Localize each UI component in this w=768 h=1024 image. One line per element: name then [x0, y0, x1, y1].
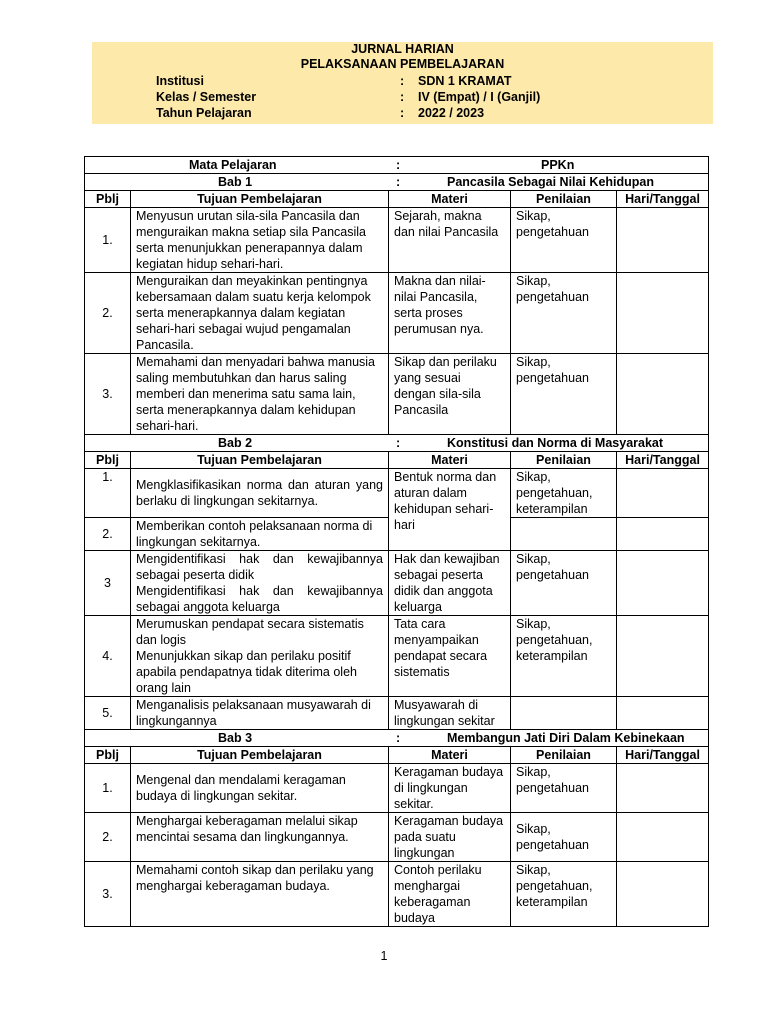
col-header-hari: Hari/Tanggal [617, 747, 709, 764]
row-number: 1. [85, 764, 131, 813]
field-label-institusi: Institusi [156, 74, 204, 88]
row-penilaian: Sikap, pengetahuan [511, 273, 617, 354]
col-header-penilaian: Penilaian [511, 747, 617, 764]
document-header [92, 42, 713, 124]
field-label-tahun: Tahun Pelajaran [156, 106, 252, 120]
column-header-row [85, 191, 709, 208]
table-row [85, 764, 709, 813]
table-row [85, 208, 709, 273]
subject-label: Mata Pelajaran [189, 158, 277, 172]
col-header-pblj: Pblj [85, 191, 131, 208]
col-header-hari: Hari/Tanggal [617, 452, 709, 469]
row-hari-tanggal [617, 862, 709, 927]
row-tujuan: Mengenal dan mendalami keragaman budaya di lingkungan sekitar. [131, 764, 389, 813]
col-header-tujuan: Tujuan Pembelajaran [131, 191, 389, 208]
field-colon: : [400, 74, 405, 88]
table-row [85, 469, 709, 518]
page-number: 1 [380, 949, 388, 963]
row-materi: Tata cara menyampaikan pendapat secara sistematis [389, 616, 511, 697]
row-number: 2. [85, 813, 131, 862]
row-tujuan: Mengklasifikasikan norma dan aturan yang berlaku di lingkungan sekitarnya. [131, 469, 389, 518]
document-subtitle: PELAKSANAAN PEMBELAJARAN [300, 57, 505, 71]
row-number: 1. [85, 469, 131, 518]
field-colon: : [400, 90, 405, 104]
row-hari-tanggal [617, 354, 709, 435]
row-tujuan: Menghargai keberagaman melalui sikap mencintai sesama dan lingkungannya. [131, 813, 389, 862]
table-row [85, 551, 709, 616]
table-row [85, 697, 709, 730]
row-tujuan: Menguraikan dan meyakinkan pentingnya kebersamaan dalam suatu kerja kelompok serta menerapkannya dalam kegiatan sehari-hari sebagai wujud pengamalan Pancasila. [131, 273, 389, 354]
field-label-kelas: Kelas / Semester [156, 90, 257, 104]
col-header-pblj: Pblj [85, 452, 131, 469]
row-tujuan: Menyusun urutan sila-sila Pancasila dan menguraikan makna setiap sila Pancasila serta menunjukkan penerapannya dalam kegiatan hidup sehari-hari. [131, 208, 389, 273]
col-header-penilaian: Penilaian [511, 191, 617, 208]
row-tujuan: Menganalisis pelaksanaan musyawarah di lingkungannya [131, 697, 389, 730]
bab-colon: : [396, 175, 401, 189]
row-penilaian: Sikap, pengetahuan [511, 551, 617, 616]
row-hari-tanggal [617, 697, 709, 730]
row-penilaian: Sikap, pengetahuan, keterampilan [511, 616, 617, 697]
row-hari-tanggal [617, 551, 709, 616]
row-number: 2. [85, 273, 131, 354]
col-header-materi: Materi [389, 747, 511, 764]
row-materi: Hak dan kewajiban sebagai peserta didik dan anggota keluarga [389, 551, 511, 616]
field-value-tahun: 2022 / 2023 [418, 106, 485, 120]
table-row [85, 273, 709, 354]
table-row [85, 354, 709, 435]
row-penilaian: Sikap, pengetahuan [511, 764, 617, 813]
table-row [85, 616, 709, 697]
row-tujuan: Memahami dan menyadari bahwa manusia saling membutuhkan dan harus saling memberi dan menerima satu sama lain, serta menerapkannya dalam kehidupan sehari-hari. [131, 354, 389, 435]
subject-row [85, 157, 709, 174]
row-materi: Makna dan nilai-nilai Pancasila, serta proses perumusan nya. [389, 273, 511, 354]
bab-title: Membangun Jati Diri Dalam Kebinekaan [447, 731, 685, 745]
col-header-tujuan: Tujuan Pembelajaran [131, 747, 389, 764]
row-number: 3. [85, 862, 131, 927]
subject-value: PPKn [541, 158, 575, 172]
bab-colon: : [396, 436, 401, 450]
field-colon: : [400, 106, 405, 120]
bab-label: Bab 3 [218, 731, 253, 745]
row-materi: Bentuk norma dan aturan dalam kehidupan sehari-hari [389, 469, 511, 551]
bab-title: Konstitusi dan Norma di Masyarakat [447, 436, 664, 450]
bab-row [85, 435, 709, 452]
subject-colon: : [396, 158, 401, 172]
row-hari-tanggal [617, 616, 709, 697]
col-header-hari: Hari/Tanggal [617, 191, 709, 208]
column-header-row [85, 747, 709, 764]
row-materi: Musyawarah di lingkungan sekitar [389, 697, 511, 730]
document-title: JURNAL HARIAN [351, 42, 454, 56]
row-penilaian: Sikap, pengetahuan [511, 813, 617, 862]
col-header-penilaian: Penilaian [511, 452, 617, 469]
row-hari-tanggal [617, 813, 709, 862]
bab-label: Bab 1 [218, 175, 253, 189]
row-materi: Contoh perilaku menghargai keberagaman budaya [389, 862, 511, 927]
row-penilaian: Sikap, pengetahuan [511, 208, 617, 273]
row-number: 1. [85, 208, 131, 273]
row-penilaian [511, 697, 617, 730]
row-tujuan: Mengidentifikasi hak dan kewajibannya sebagai peserta didik Mengidentifikasi hak dan kewajibannya sebagai anggota keluarga [131, 551, 389, 616]
row-hari-tanggal [617, 273, 709, 354]
row-hari-tanggal [617, 469, 709, 518]
table-row [85, 813, 709, 862]
row-number: 2. [85, 518, 131, 551]
row-materi: Keragaman budaya di lingkungan sekitar. [389, 764, 511, 813]
bab-row [85, 730, 709, 747]
row-number: 3. [85, 354, 131, 435]
row-hari-tanggal [617, 208, 709, 273]
row-materi: Keragaman budaya pada suatu lingkungan [389, 813, 511, 862]
row-penilaian: Sikap, pengetahuan, keterampilan [511, 469, 617, 518]
bab-label: Bab 2 [218, 436, 253, 450]
row-tujuan: Merumuskan pendapat secara sistematis dan logis Menunjukkan sikap dan perilaku positif apabila pendapatnya tidak diterima oleh orang lain [131, 616, 389, 697]
col-header-materi: Materi [389, 452, 511, 469]
row-materi: Sikap dan perilaku yang sesuai dengan sila-sila Pancasila [389, 354, 511, 435]
row-hari-tanggal [617, 518, 709, 551]
col-header-tujuan: Tujuan Pembelajaran [131, 452, 389, 469]
bab-colon: : [396, 731, 401, 745]
row-penilaian: Sikap, pengetahuan [511, 354, 617, 435]
field-value-institusi: SDN 1 KRAMAT [418, 74, 512, 88]
row-materi: Sejarah, makna dan nilai Pancasila [389, 208, 511, 273]
col-header-materi: Materi [389, 191, 511, 208]
row-tujuan: Memberikan contoh pelaksanaan norma di lingkungan sekitarnya. [131, 518, 389, 551]
table-row [85, 862, 709, 927]
col-header-pblj: Pblj [85, 747, 131, 764]
row-number: 5. [85, 697, 131, 730]
column-header-row [85, 452, 709, 469]
row-number: 4. [85, 616, 131, 697]
row-hari-tanggal [617, 764, 709, 813]
journal-table [84, 156, 709, 927]
row-penilaian: Sikap, pengetahuan, keterampilan [511, 862, 617, 927]
row-tujuan: Memahami contoh sikap dan perilaku yang menghargai keberagaman budaya. [131, 862, 389, 927]
row-penilaian [511, 518, 617, 551]
bab-row [85, 174, 709, 191]
row-number: 3 [85, 551, 131, 616]
bab-title: Pancasila Sebagai Nilai Kehidupan [447, 175, 655, 189]
field-value-kelas: IV (Empat) / I (Ganjil) [418, 90, 541, 104]
